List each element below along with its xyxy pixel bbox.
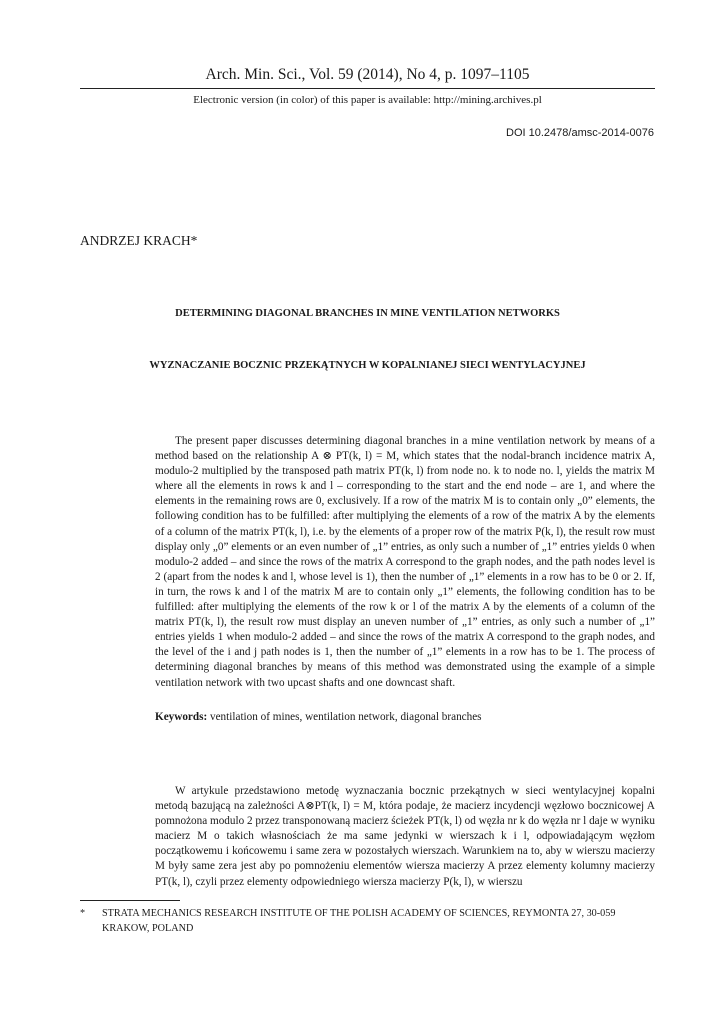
keywords-text: ventilation of mines, wentilation network, diagonal branches <box>210 711 482 723</box>
footnote-rule <box>80 900 180 901</box>
abstract-english <box>155 434 655 691</box>
electronic-version-note: Electronic version (in color) of this paper is available: http://mining.archives.pl <box>193 94 542 106</box>
abstract-english-text: The present paper discusses determining diagonal branches in a mine ventilation network by means of a method based on the relationship A ⊗ PT(k, l) = M, which states that the nodal-branch incidence matrix A, modulo-2 multiplied by the transposed path matrix PT(k, l) from node no. k to node no. l, yields the matrix M where all the elements in rows k and l – corresponding to the start and the end node – are 1, and where the elements in the remaining rows are 0, exclusively. If a row of the matrix M is to contain only „0” elements, the following condition has to be fulfilled: after multiplying the elements of a row of the matrix A by the elements of a column of the matrix PT(k, l), i.e. by the elements of a proper row of the matrix P(k, l), the result row must display only „0” elements or an even number of „1” entries, as only such a number of „1” entries yields 0 when modulo-2 added – and since the rows of the matrix A correspond to the graph nodes, and the path nodes level is 2 (apart from the nodes k and l, whose level is 1), then the number of „1” elements in a row has to be 0 or 2. If, in turn, the rows k and l of the matrix M are to contain only „1” elements, the following condition has to be fulfilled: after multiplying the elements of the row k or l of the matrix A by the elements of a column of the matrix PT(k, l), the result row must display an uneven number of „1” entries, as only such a number of „1” entries yields 1 when modulo-2 added – and since the rows of the matrix A correspond to the graph nodes, and the level of the i and j path nodes is 1, then the number of „1” elements in a row has to be 1. The process of determining diagonal branches by means of this method was demonstrated using the example of a simple ventilation network with two upcast shafts and one downcast shaft. <box>155 435 655 689</box>
keywords <box>155 711 482 723</box>
doi: DOI 10.2478/amsc-2014-0076 <box>506 127 654 139</box>
header-rule <box>80 88 655 89</box>
footnote <box>80 906 655 936</box>
footnote-mark: * <box>80 908 86 919</box>
abstract-polish <box>155 784 655 890</box>
footnote-affiliation: STRATA MECHANICS RESEARCH INSTITUTE OF THE POLISH ACADEMY OF SCIENCES, REYMONTA 27, 30-059 KRAKOW, POLAND <box>102 908 616 934</box>
paper-title-english: DETERMINING DIAGONAL BRANCHES IN MINE VENTILATION NETWORKS <box>175 308 560 319</box>
keywords-label: Keywords: <box>155 711 208 723</box>
journal-citation: Arch. Min. Sci., Vol. 59 (2014), No 4, p. 1097–1105 <box>205 66 530 83</box>
abstract-polish-text: W artykule przedstawiono metodę wyznaczania bocznic przekątnych w sieci wentylacyjnej kopalni metodą bazującą na zależności A⊗PT(k, l) = M, która podaje, że macierz incydencji węzłowo bocznicowej A pomnożona modulo 2 przez transponowaną macierz ścieżek PT(k, l) od węzła nr k do węzła nr l daje w wyniku macierz M o takich własnościach że ma same jedynki w wierszach k i l, odpowiadającym węzłom początkowemu i końcowemu i same zera w pozostałych wierszach. Warunkiem na to, aby w wierszu macierzy M były same zera jest aby po pomnożeniu elementów wiersza macierzy A przez elementy kolumny macierzy PT(k, l), czyli przez elementy odpowiedniego wiersza macierzy P(k, l), w wierszu <box>155 785 655 888</box>
paper-title-polish: WYZNACZANIE BOCZNIC PRZEKĄTNYCH W KOPALNIANEJ SIECI WENTYLACYJNEJ <box>149 360 586 371</box>
author-name: ANDRZEJ KRACH* <box>80 233 198 248</box>
